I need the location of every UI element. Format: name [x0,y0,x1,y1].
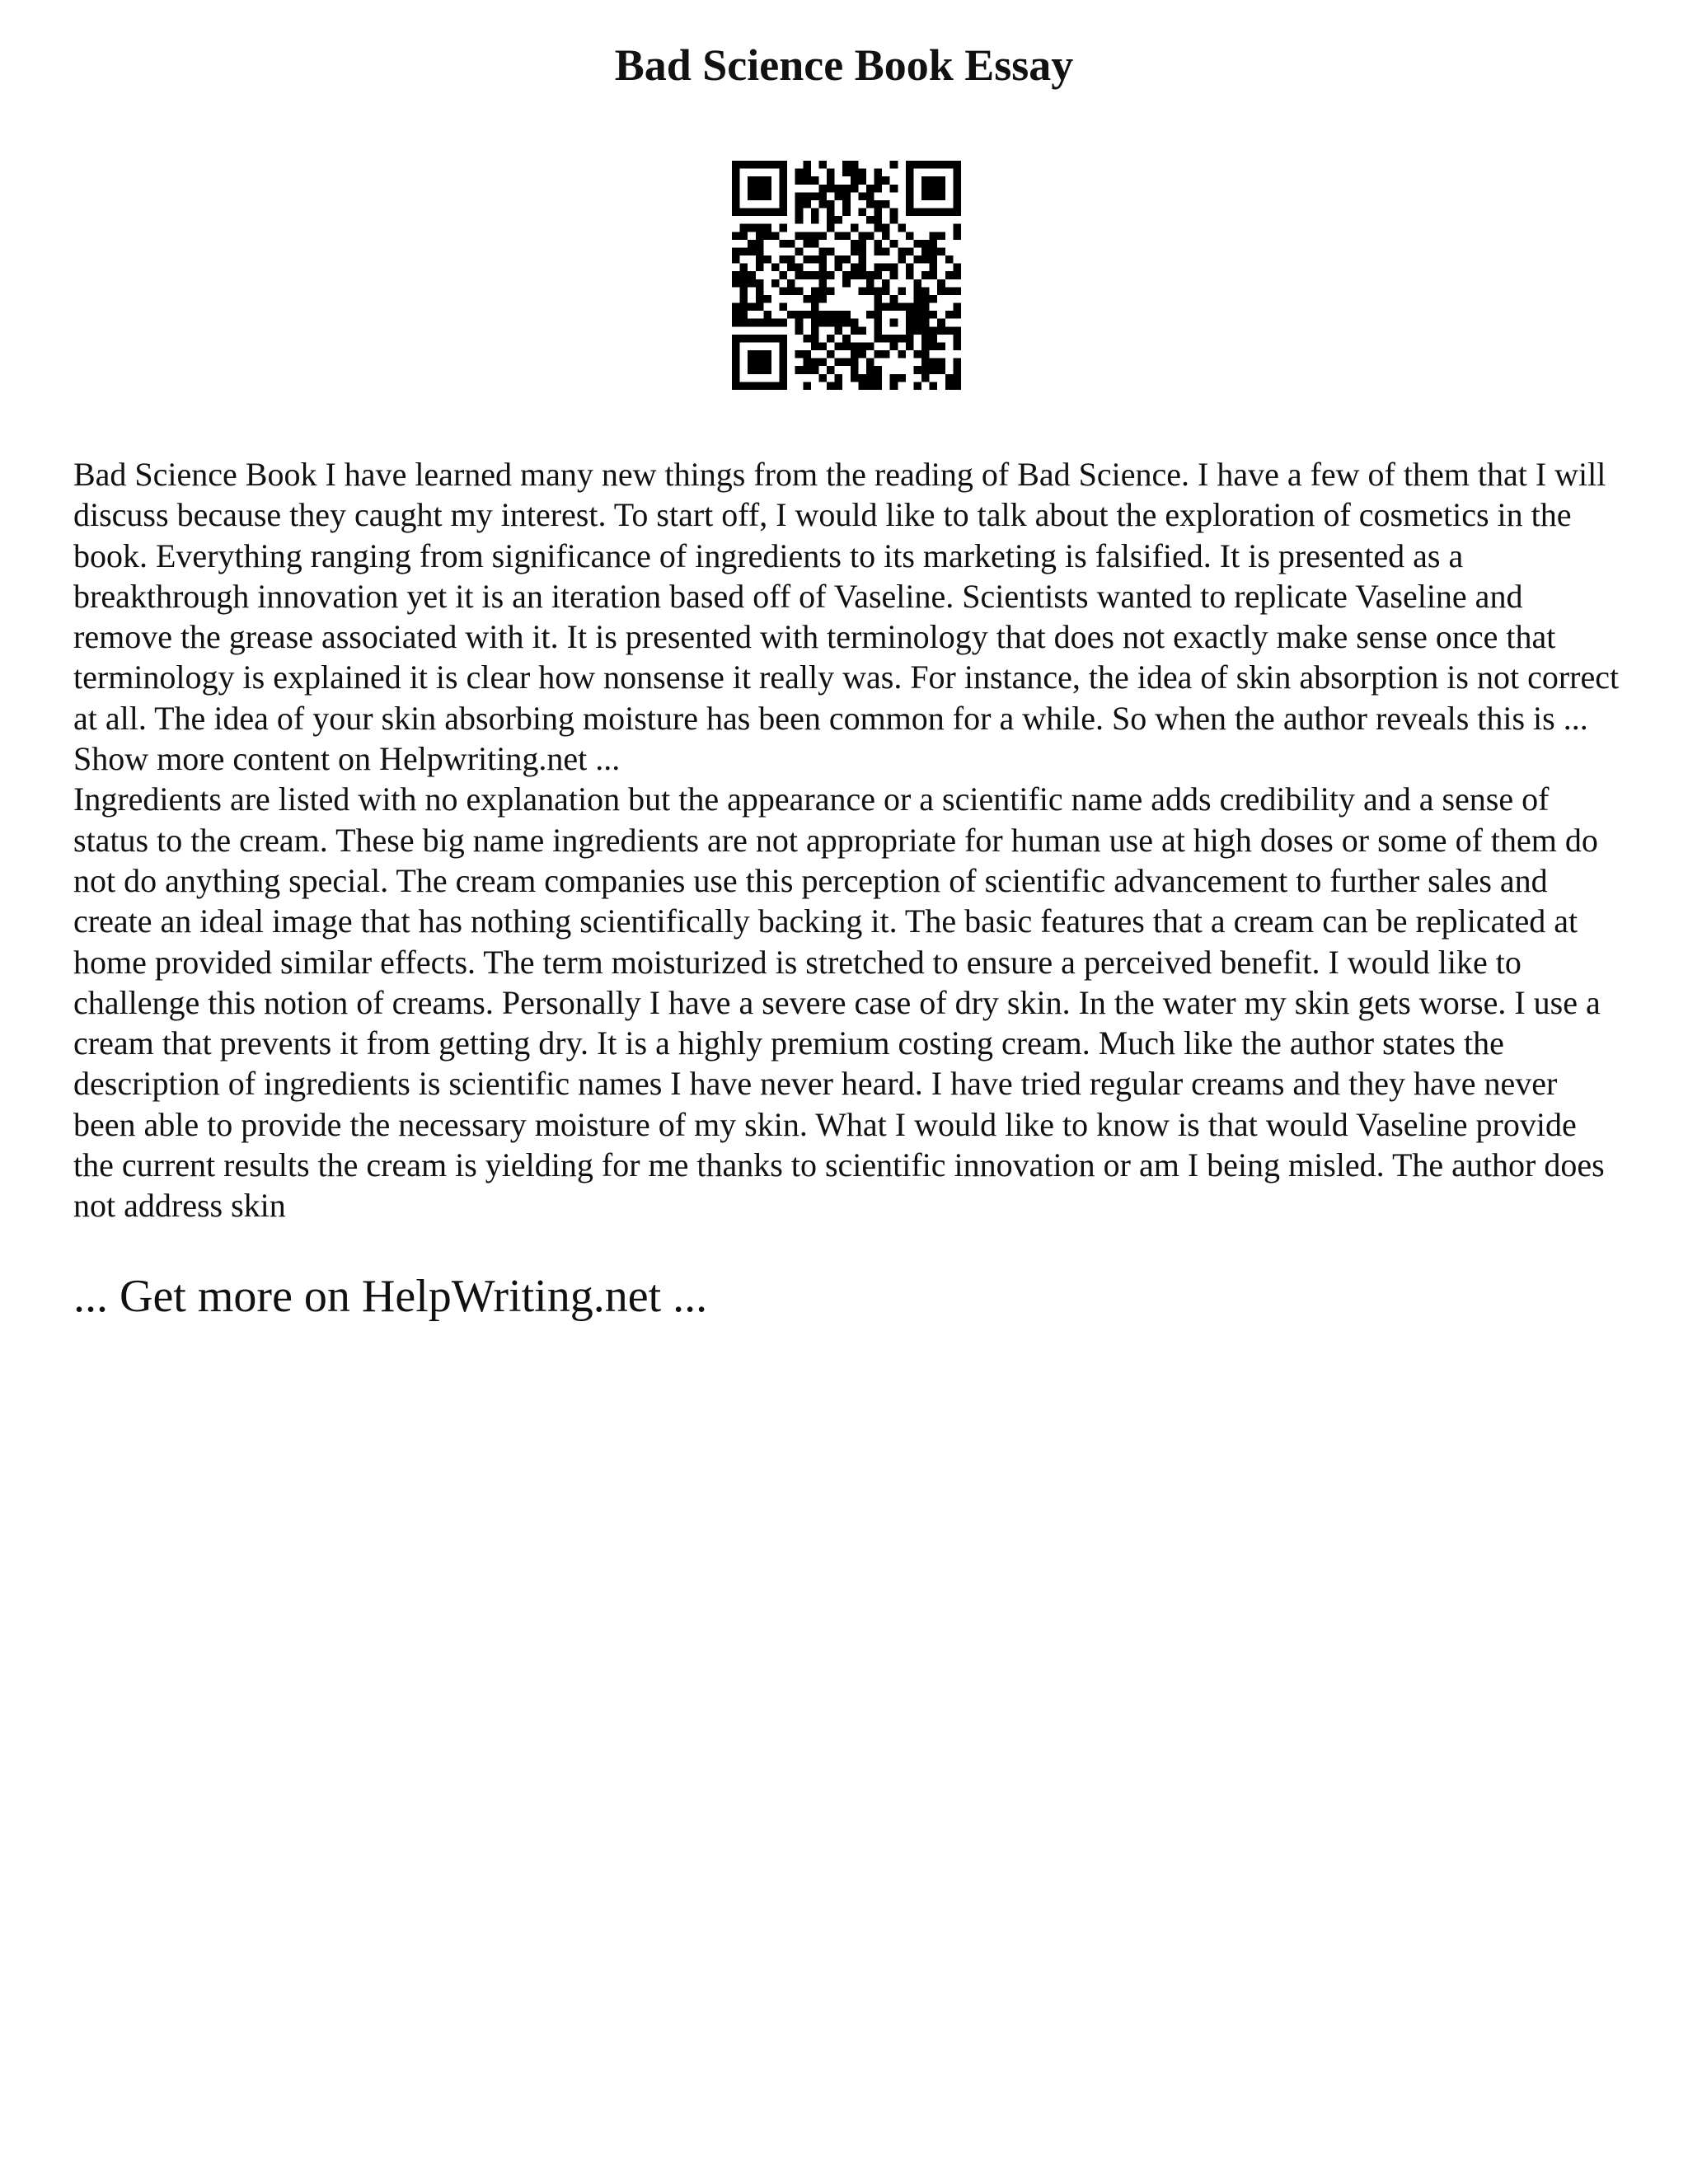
qr-code-icon [732,161,961,390]
essay-body [73,454,1623,1226]
qr-code-graphic [732,161,961,390]
essay-paragraph-1: Bad Science Book I have learned many new things from the reading of Bad Science. I have a few of them that I will discuss because they caught my interest. To start off, I would like to talk about the exploration of cosmetics in the book. Everything ranging from significance of ingredients to its marketing is falsified. It is presented as a breakthrough innovation yet it is an iteration based off of Vaseline. Scientists wanted to replicate Vaseline and remove the grease associated with it. It is presented with terminology that does not exactly make sense once that terminology is explained it is clear how nonsense it really was. For instance, the idea of skin absorption is not correct at all. The idea of your skin absorbing moisture has been common for a while. So when the author reveals this is ... Show more content on Helpwriting.net ... [73,456,1620,778]
page-title: Bad Science Book Essay [614,40,1074,90]
get-more-link[interactable]: ... Get more on HelpWriting.net ... [73,1271,708,1322]
essay-paragraph-2: Ingredients are listed with no explanation but the appearance or a scientific name adds credibility and a sense of status to the cream. These big name ingredients are not appropriate for human use at high doses or some of them do not do anything special. The cream companies use this perception of scientific advancement to further sales and create an ideal image that has nothing scientifically backing it. The basic features that a cream can be replicated at home provided similar effects. The term moisturized is stretched to ensure a perceived benefit. I would like to challenge this notion of creams. Personally I have a severe case of dry skin. In the water my skin gets worse. I use a cream that prevents it from getting dry. It is a highly premium costing cream. Much like the author states the description of ingredients is scientific names I have never heard. I have tried regular creams and they have never been able to provide the necessary moisture of my skin. What I would like to know is that would Vaseline provide the current results the cream is yielding for me thanks to scientific innovation or am I being misled. The author does not address skin [73,780,1605,1225]
